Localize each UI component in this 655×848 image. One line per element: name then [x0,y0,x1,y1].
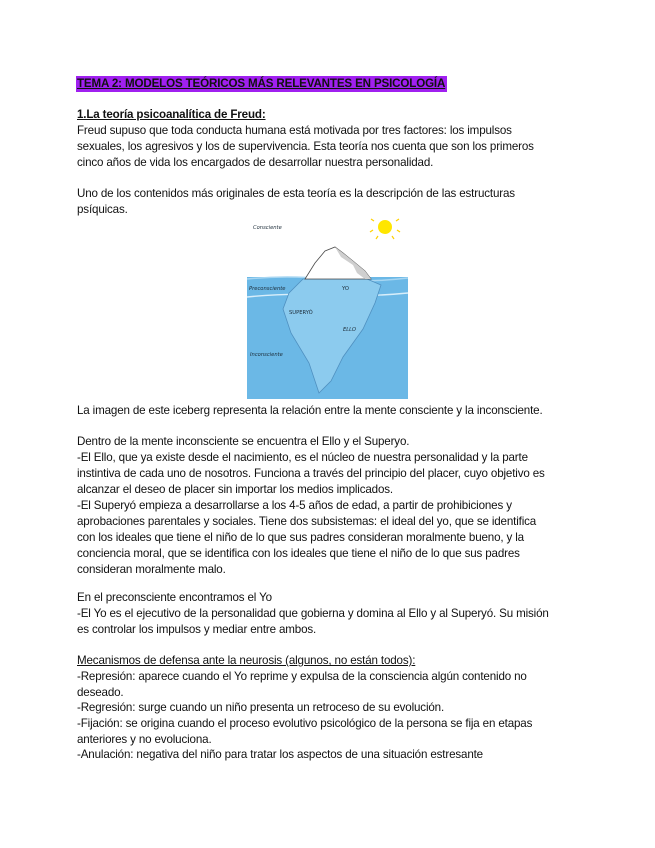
label-preconsciente: Preconsciente [249,286,286,292]
paragraph-line: -El Superyó empieza a desarrollarse a los 4-5 años de edad, a partir de prohibiciones y [77,499,512,512]
section-heading-freud: 1.La teoría psicoanalítica de Freud: [77,108,266,121]
paragraph-line: consideran moralmente malo. [77,563,226,576]
paragraph-line: Uno de los contenidos más originales de esta teoría es la descripción de las estructuras [77,187,515,200]
paragraph-line: con los ideales que tiene el niño de lo que sus padres consideran moralmente bueno, y la [77,531,524,544]
mechanism-item: -Anulación: negativa del niño para tratar los aspectos de una situación estresante [77,748,483,761]
iceberg-figure [247,217,408,399]
mechanism-item: -Represión: aparece cuando el Yo reprime y expulsa de la consciencia algún contenido no [77,670,527,683]
paragraph-line: conciencia moral, que se identifica con los ideales que tiene el niño de lo que sus padres [77,547,520,560]
document-title: TEMA 2: MODELOS TEÓRICOS MÁS RELEVANTES EN PSICOLOGÍA [77,77,446,90]
mechanisms-heading: Mecanismos de defensa ante la neurosis (algunos, no están todos): [77,654,416,667]
label-yo: YO [342,286,349,292]
paragraph-line: -El Ello, que ya existe desde el nacimiento, es el núcleo de nuestra personalidad y la parte [77,451,528,464]
paragraph-line: es controlar los impulsos y mediar entre ambos. [77,623,317,636]
paragraph-line: aprobaciones parentales y sociales. Tiene dos subsistemas: el ideal del yo, que se identifica [77,515,537,528]
label-inconsciente: Inconsciente [250,352,283,358]
paragraph-line: psíquicas. [77,203,128,216]
paragraph-line: Freud supuso que toda conducta humana está motivada por tres factores: los impulsos [77,124,512,137]
figure-caption: La imagen de este iceberg representa la relación entre la mente consciente y la inconsciente. [77,404,543,417]
paragraph-line: sexuales, los agresivos y los de supervivencia. Esta teoría nos cuenta que son los primeros [77,140,534,153]
paragraph-line: alcanzar el deseo de placer sin importar los medios implicados. [77,483,393,496]
mechanism-item: -Regresión: surge cuando un niño presenta un retroceso de su evolución. [77,701,445,714]
paragraph-line: instintiva de cada uno de nosotros. Funciona a través del principio del placer, cuyo objetivo es [77,467,545,480]
paragraph-line: -El Yo es el ejecutivo de la personalidad que gobierna y domina al Ello y al Superyó. Su misión [77,607,549,620]
paragraph-line: Dentro de la mente inconsciente se encuentra el Ello y el Superyo. [77,435,410,448]
paragraph-line: En el preconsciente encontramos el Yo [77,591,272,604]
paragraph-line: cinco años de vida los encargados de desarrollar nuestra personalidad. [77,156,434,169]
label-consciente: Consciente [253,225,282,231]
mechanism-item: -Fijación: se origina cuando el proceso evolutivo psicológico de la persona se fija en etapas [77,717,533,730]
mechanism-item: anteriores y no evoluciona. [77,733,212,746]
label-superyo: SUPERYÓ [289,310,313,316]
label-ello: ELLO [343,327,356,333]
mechanism-item: deseado. [77,686,124,699]
